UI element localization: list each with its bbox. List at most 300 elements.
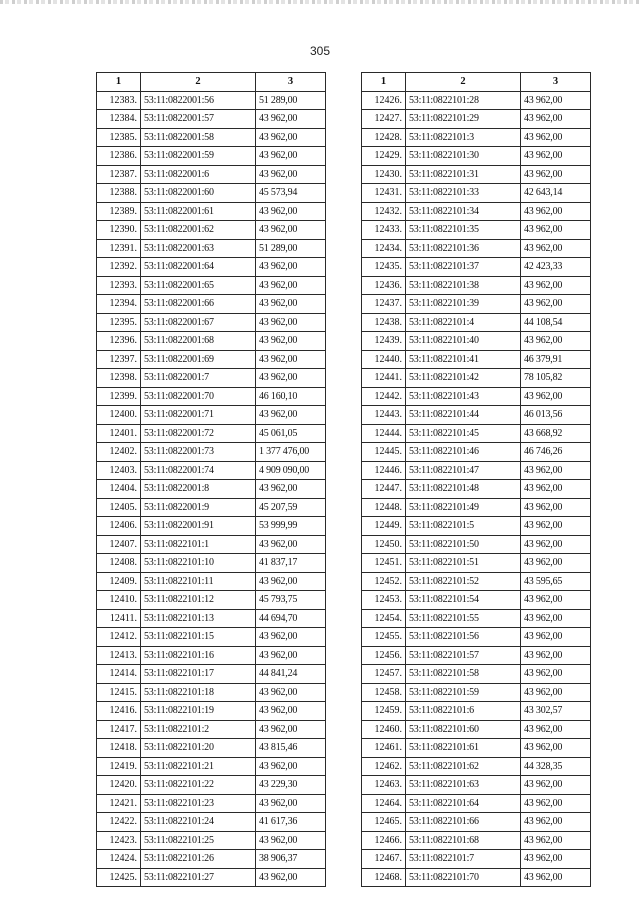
table-row xyxy=(97,480,326,499)
row-number: 12387. xyxy=(97,165,141,184)
table-row xyxy=(97,258,326,277)
row-number: 12464. xyxy=(362,794,406,813)
cadastral-value: 44 108,54 xyxy=(521,313,591,332)
table-row xyxy=(97,239,326,258)
cadastral-value: 43 962,00 xyxy=(521,461,591,480)
table-row xyxy=(97,794,326,813)
row-number: 12465. xyxy=(362,813,406,832)
cadastral-value: 45 793,75 xyxy=(256,591,326,610)
row-number: 12407. xyxy=(97,535,141,554)
cadastral-value: 43 962,00 xyxy=(521,646,591,665)
table-row xyxy=(97,683,326,702)
table-row xyxy=(362,757,591,776)
cadastral-value: 42 643,14 xyxy=(521,184,591,203)
table-row xyxy=(362,831,591,850)
table-row xyxy=(362,350,591,369)
cadastral-value: 43 962,00 xyxy=(256,646,326,665)
table-row xyxy=(97,757,326,776)
table-row xyxy=(362,369,591,388)
table-row xyxy=(97,739,326,758)
cadastral-value: 78 105,82 xyxy=(521,369,591,388)
cadastral-number: 53:11:0822101:6 xyxy=(406,702,521,721)
table-row xyxy=(362,110,591,129)
cadastral-value: 43 962,00 xyxy=(521,628,591,647)
table-row xyxy=(362,128,591,147)
cadastral-value: 43 962,00 xyxy=(521,665,591,684)
scan-top-edge xyxy=(0,0,640,4)
row-number: 12459. xyxy=(362,702,406,721)
table-row xyxy=(97,128,326,147)
cadastral-number: 53:11:0822101:4 xyxy=(406,313,521,332)
row-number: 12419. xyxy=(97,757,141,776)
cadastral-number: 53:11:0822101:40 xyxy=(406,332,521,351)
row-number: 12422. xyxy=(97,813,141,832)
cadastral-number: 53:11:0822101:31 xyxy=(406,165,521,184)
row-number: 12446. xyxy=(362,461,406,480)
cadastral-value: 43 962,00 xyxy=(256,221,326,240)
cadastral-value: 1 377 476,00 xyxy=(256,443,326,462)
cadastral-number: 53:11:0822101:19 xyxy=(141,702,256,721)
row-number: 12403. xyxy=(97,461,141,480)
cadastral-value: 43 815,46 xyxy=(256,739,326,758)
row-number: 12442. xyxy=(362,387,406,406)
table-row xyxy=(362,591,591,610)
cadastral-number: 53:11:0822101:26 xyxy=(141,850,256,869)
cadastral-value: 43 962,00 xyxy=(521,554,591,573)
column-header-2: 2 xyxy=(406,73,521,92)
row-number: 12383. xyxy=(97,91,141,110)
cadastral-number: 53:11:0822101:15 xyxy=(141,628,256,647)
row-number: 12423. xyxy=(97,831,141,850)
cadastral-number: 53:11:0822001:56 xyxy=(141,91,256,110)
row-number: 12388. xyxy=(97,184,141,203)
cadastral-number: 53:11:0822101:17 xyxy=(141,665,256,684)
table-row xyxy=(362,443,591,462)
row-number: 12411. xyxy=(97,609,141,628)
cadastral-number: 53:11:0822001:73 xyxy=(141,443,256,462)
row-number: 12385. xyxy=(97,128,141,147)
row-number: 12447. xyxy=(362,480,406,499)
cadastral-value: 43 962,00 xyxy=(256,480,326,499)
cadastral-value: 43 962,00 xyxy=(256,202,326,221)
cadastral-value: 43 229,30 xyxy=(256,776,326,795)
cadastral-number: 53:11:0822101:41 xyxy=(406,350,521,369)
cadastral-number: 53:11:0822001:64 xyxy=(141,258,256,277)
table-row xyxy=(362,794,591,813)
row-number: 12462. xyxy=(362,757,406,776)
cadastral-value: 43 962,00 xyxy=(521,221,591,240)
row-number: 12410. xyxy=(97,591,141,610)
cadastral-value: 43 962,00 xyxy=(256,868,326,887)
table-row xyxy=(362,202,591,221)
row-number: 12431. xyxy=(362,184,406,203)
cadastral-value: 43 962,00 xyxy=(521,609,591,628)
cadastral-number: 53:11:0822001:91 xyxy=(141,517,256,536)
cadastral-value: 43 962,00 xyxy=(256,794,326,813)
cadastral-number: 53:11:0822001:7 xyxy=(141,369,256,388)
table-row xyxy=(362,554,591,573)
table-row xyxy=(362,295,591,314)
cadastral-number: 53:11:0822101:20 xyxy=(141,739,256,758)
table-row xyxy=(97,147,326,166)
cadastral-value: 43 962,00 xyxy=(521,794,591,813)
cadastral-value: 43 962,00 xyxy=(256,332,326,351)
page-number: 305 xyxy=(309,44,331,58)
cadastral-value: 43 962,00 xyxy=(521,850,591,869)
cadastral-number: 53:11:0822101:48 xyxy=(406,480,521,499)
cadastral-number: 53:11:0822001:65 xyxy=(141,276,256,295)
table-header-row xyxy=(97,73,326,92)
cadastral-value: 43 962,00 xyxy=(256,295,326,314)
table-row xyxy=(362,609,591,628)
row-number: 12443. xyxy=(362,406,406,425)
cadastral-value: 43 962,00 xyxy=(521,739,591,758)
row-number: 12395. xyxy=(97,313,141,332)
row-number: 12408. xyxy=(97,554,141,573)
row-number: 12397. xyxy=(97,350,141,369)
row-number: 12429. xyxy=(362,147,406,166)
table-row xyxy=(362,258,591,277)
table-row xyxy=(97,776,326,795)
cadastral-value: 4 909 090,00 xyxy=(256,461,326,480)
cadastral-number: 53:11:0822101:16 xyxy=(141,646,256,665)
cadastral-number: 53:11:0822101:66 xyxy=(406,813,521,832)
cadastral-number: 53:11:0822001:60 xyxy=(141,184,256,203)
table-row xyxy=(362,165,591,184)
table-row xyxy=(97,202,326,221)
row-number: 12467. xyxy=(362,850,406,869)
cadastral-number: 53:11:0822101:29 xyxy=(406,110,521,129)
table-row xyxy=(97,387,326,406)
cadastral-number: 53:11:0822001:67 xyxy=(141,313,256,332)
table-row xyxy=(362,480,591,499)
row-number: 12391. xyxy=(97,239,141,258)
cadastral-number: 53:11:0822101:34 xyxy=(406,202,521,221)
cadastral-number: 53:11:0822101:10 xyxy=(141,554,256,573)
table-row xyxy=(362,702,591,721)
table-row xyxy=(97,369,326,388)
cadastral-value: 43 962,00 xyxy=(256,406,326,425)
table-row xyxy=(97,91,326,110)
cadastral-value: 43 962,00 xyxy=(256,702,326,721)
cadastral-number: 53:11:0822101:23 xyxy=(141,794,256,813)
row-number: 12421. xyxy=(97,794,141,813)
cadastral-number: 53:11:0822101:7 xyxy=(406,850,521,869)
row-number: 12456. xyxy=(362,646,406,665)
row-number: 12393. xyxy=(97,276,141,295)
cadastral-value: 43 962,00 xyxy=(521,498,591,517)
table-row xyxy=(97,572,326,591)
cadastral-number: 53:11:0822101:61 xyxy=(406,739,521,758)
table-row xyxy=(97,110,326,129)
table-row xyxy=(97,350,326,369)
cadastral-number: 53:11:0822101:47 xyxy=(406,461,521,480)
table-row xyxy=(97,868,326,887)
table-row xyxy=(97,850,326,869)
cadastral-number: 53:11:0822001:62 xyxy=(141,221,256,240)
cadastral-number: 53:11:0822101:13 xyxy=(141,609,256,628)
table-row xyxy=(97,609,326,628)
cadastral-number: 53:11:0822101:62 xyxy=(406,757,521,776)
cadastral-number: 53:11:0822101:38 xyxy=(406,276,521,295)
cadastral-value: 43 962,00 xyxy=(256,572,326,591)
table-row xyxy=(97,332,326,351)
table-row xyxy=(97,406,326,425)
row-number: 12463. xyxy=(362,776,406,795)
cadastral-number: 53:11:0822001:74 xyxy=(141,461,256,480)
cadastral-value: 43 962,00 xyxy=(256,258,326,277)
table-row xyxy=(362,461,591,480)
row-number: 12405. xyxy=(97,498,141,517)
cadastral-number: 53:11:0822001:68 xyxy=(141,332,256,351)
cadastral-number: 53:11:0822101:12 xyxy=(141,591,256,610)
table-row xyxy=(362,850,591,869)
table-row xyxy=(362,776,591,795)
cadastral-number: 53:11:0822101:35 xyxy=(406,221,521,240)
cadastral-value: 46 746,26 xyxy=(521,443,591,462)
table-row xyxy=(362,665,591,684)
cadastral-number: 53:11:0822101:3 xyxy=(406,128,521,147)
table-row xyxy=(97,831,326,850)
row-number: 12418. xyxy=(97,739,141,758)
column-header-3: 3 xyxy=(521,73,591,92)
cadastral-value: 43 962,00 xyxy=(521,91,591,110)
cadastral-value: 43 668,92 xyxy=(521,424,591,443)
cadastral-value: 43 962,00 xyxy=(521,276,591,295)
cadastral-value: 43 962,00 xyxy=(256,110,326,129)
cadastral-value: 43 962,00 xyxy=(256,535,326,554)
cadastral-number: 53:11:0822101:21 xyxy=(141,757,256,776)
row-number: 12448. xyxy=(362,498,406,517)
cadastral-value: 43 962,00 xyxy=(521,868,591,887)
row-number: 12392. xyxy=(97,258,141,277)
row-number: 12424. xyxy=(97,850,141,869)
table-row xyxy=(97,517,326,536)
table-row xyxy=(97,184,326,203)
table-row xyxy=(362,868,591,887)
cadastral-value: 43 962,00 xyxy=(521,480,591,499)
cadastral-value: 43 962,00 xyxy=(256,628,326,647)
row-number: 12406. xyxy=(97,517,141,536)
row-number: 12428. xyxy=(362,128,406,147)
row-number: 12402. xyxy=(97,443,141,462)
cadastral-number: 53:11:0822101:50 xyxy=(406,535,521,554)
row-number: 12458. xyxy=(362,683,406,702)
row-number: 12441. xyxy=(362,369,406,388)
cadastral-value: 43 962,00 xyxy=(521,683,591,702)
table-row xyxy=(362,498,591,517)
row-number: 12399. xyxy=(97,387,141,406)
table-header-row xyxy=(362,73,591,92)
table-row xyxy=(97,554,326,573)
table-row xyxy=(97,443,326,462)
table-row xyxy=(97,498,326,517)
cadastral-number: 53:11:0822101:60 xyxy=(406,720,521,739)
row-number: 12404. xyxy=(97,480,141,499)
cadastral-number: 53:11:0822101:52 xyxy=(406,572,521,591)
table-row xyxy=(97,461,326,480)
row-number: 12427. xyxy=(362,110,406,129)
table-row xyxy=(97,295,326,314)
cadastral-value: 43 962,00 xyxy=(256,276,326,295)
cadastral-number: 53:11:0822101:33 xyxy=(406,184,521,203)
table-row xyxy=(97,720,326,739)
row-number: 12409. xyxy=(97,572,141,591)
row-number: 12416. xyxy=(97,702,141,721)
row-number: 12468. xyxy=(362,868,406,887)
cadastral-number: 53:11:0822101:54 xyxy=(406,591,521,610)
cadastral-value: 38 906,37 xyxy=(256,850,326,869)
row-number: 12420. xyxy=(97,776,141,795)
row-number: 12444. xyxy=(362,424,406,443)
cadastral-number: 53:11:0822101:22 xyxy=(141,776,256,795)
table-body-left xyxy=(97,91,326,887)
table-row xyxy=(362,517,591,536)
cadastral-number: 53:11:0822101:58 xyxy=(406,665,521,684)
table-row xyxy=(97,591,326,610)
table-row xyxy=(97,221,326,240)
cadastral-value: 43 595,65 xyxy=(521,572,591,591)
row-number: 12451. xyxy=(362,554,406,573)
row-number: 12438. xyxy=(362,313,406,332)
row-number: 12412. xyxy=(97,628,141,647)
cadastral-number: 53:11:0822101:1 xyxy=(141,535,256,554)
row-number: 12414. xyxy=(97,665,141,684)
cadastral-number: 53:11:0822001:59 xyxy=(141,147,256,166)
cadastral-number: 53:11:0822001:58 xyxy=(141,128,256,147)
cadastral-value: 43 962,00 xyxy=(521,776,591,795)
table-row xyxy=(362,813,591,832)
cadastral-value: 44 841,24 xyxy=(256,665,326,684)
table-row xyxy=(97,313,326,332)
cadastral-number: 53:11:0822101:70 xyxy=(406,868,521,887)
cadastral-value: 44 328,35 xyxy=(521,757,591,776)
cadastral-number: 53:11:0822101:43 xyxy=(406,387,521,406)
register-table-left xyxy=(96,72,326,887)
row-number: 12384. xyxy=(97,110,141,129)
cadastral-number: 53:11:0822001:71 xyxy=(141,406,256,425)
table-row xyxy=(362,739,591,758)
cadastral-number: 53:11:0822101:64 xyxy=(406,794,521,813)
cadastral-value: 43 962,00 xyxy=(521,831,591,850)
cadastral-number: 53:11:0822001:61 xyxy=(141,202,256,221)
cadastral-number: 53:11:0822101:63 xyxy=(406,776,521,795)
table-row xyxy=(362,535,591,554)
cadastral-value: 43 962,00 xyxy=(256,831,326,850)
cadastral-value: 53 999,99 xyxy=(256,517,326,536)
row-number: 12440. xyxy=(362,350,406,369)
row-number: 12457. xyxy=(362,665,406,684)
table-row xyxy=(97,813,326,832)
table-row xyxy=(362,628,591,647)
table-row xyxy=(362,387,591,406)
cadastral-value: 43 962,00 xyxy=(521,387,591,406)
row-number: 12461. xyxy=(362,739,406,758)
register-table-right xyxy=(361,72,591,887)
row-number: 12466. xyxy=(362,831,406,850)
cadastral-number: 53:11:0822101:55 xyxy=(406,609,521,628)
cadastral-value: 51 289,00 xyxy=(256,91,326,110)
cadastral-number: 53:11:0822101:27 xyxy=(141,868,256,887)
cadastral-number: 53:11:0822101:18 xyxy=(141,683,256,702)
cadastral-number: 53:11:0822101:68 xyxy=(406,831,521,850)
table-row xyxy=(362,313,591,332)
row-number: 12445. xyxy=(362,443,406,462)
cadastral-value: 51 289,00 xyxy=(256,239,326,258)
cadastral-number: 53:11:0822101:56 xyxy=(406,628,521,647)
row-number: 12396. xyxy=(97,332,141,351)
table-row xyxy=(97,276,326,295)
cadastral-number: 53:11:0822101:49 xyxy=(406,498,521,517)
cadastral-number: 53:11:0822101:42 xyxy=(406,369,521,388)
table-row xyxy=(362,276,591,295)
row-number: 12400. xyxy=(97,406,141,425)
table-row xyxy=(97,702,326,721)
cadastral-number: 53:11:0822101:45 xyxy=(406,424,521,443)
cadastral-number: 53:11:0822101:2 xyxy=(141,720,256,739)
column-header-2: 2 xyxy=(141,73,256,92)
row-number: 12401. xyxy=(97,424,141,443)
cadastral-value: 43 962,00 xyxy=(521,295,591,314)
table-row xyxy=(362,406,591,425)
cadastral-value: 43 962,00 xyxy=(256,165,326,184)
cadastral-value: 46 160,10 xyxy=(256,387,326,406)
cadastral-number: 53:11:0822001:57 xyxy=(141,110,256,129)
cadastral-number: 53:11:0822101:46 xyxy=(406,443,521,462)
row-number: 12413. xyxy=(97,646,141,665)
cadastral-value: 43 962,00 xyxy=(521,165,591,184)
row-number: 12452. xyxy=(362,572,406,591)
column-header-1: 1 xyxy=(97,73,141,92)
row-number: 12390. xyxy=(97,221,141,240)
row-number: 12398. xyxy=(97,369,141,388)
table-row xyxy=(362,147,591,166)
row-number: 12389. xyxy=(97,202,141,221)
table-row xyxy=(97,424,326,443)
row-number: 12430. xyxy=(362,165,406,184)
table-row xyxy=(97,665,326,684)
cadastral-number: 53:11:0822101:11 xyxy=(141,572,256,591)
row-number: 12455. xyxy=(362,628,406,647)
cadastral-number: 53:11:0822101:30 xyxy=(406,147,521,166)
cadastral-number: 53:11:0822001:63 xyxy=(141,239,256,258)
cadastral-value: 43 962,00 xyxy=(521,813,591,832)
row-number: 12437. xyxy=(362,295,406,314)
cadastral-value: 43 962,00 xyxy=(256,683,326,702)
row-number: 12425. xyxy=(97,868,141,887)
cadastral-value: 43 962,00 xyxy=(256,147,326,166)
cadastral-value: 43 962,00 xyxy=(256,369,326,388)
cadastral-value: 43 962,00 xyxy=(521,332,591,351)
cadastral-number: 53:11:0822001:8 xyxy=(141,480,256,499)
cadastral-number: 53:11:0822101:39 xyxy=(406,295,521,314)
table-row xyxy=(97,628,326,647)
row-number: 12450. xyxy=(362,535,406,554)
row-number: 12449. xyxy=(362,517,406,536)
table-body-right xyxy=(362,91,591,887)
cadastral-number: 53:11:0822001:6 xyxy=(141,165,256,184)
cadastral-value: 43 962,00 xyxy=(521,110,591,129)
row-number: 12454. xyxy=(362,609,406,628)
cadastral-value: 43 962,00 xyxy=(521,535,591,554)
cadastral-value: 42 423,33 xyxy=(521,258,591,277)
table-row xyxy=(362,424,591,443)
table-row xyxy=(362,91,591,110)
row-number: 12435. xyxy=(362,258,406,277)
cadastral-value: 43 962,00 xyxy=(521,147,591,166)
table-row xyxy=(362,332,591,351)
table-row xyxy=(97,165,326,184)
